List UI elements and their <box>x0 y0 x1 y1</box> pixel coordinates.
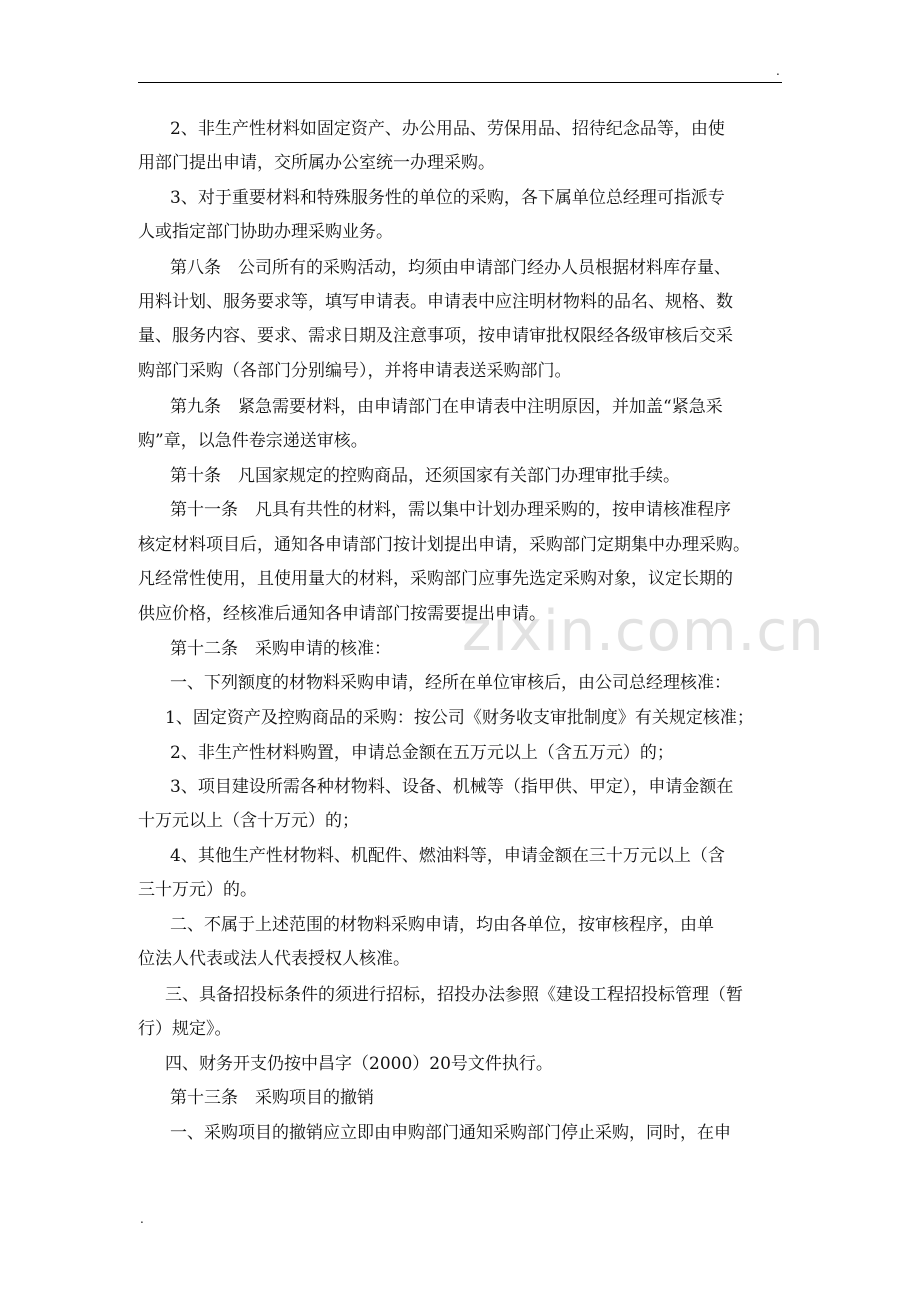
text-line: 核定材料项目后，通知各申请部门按计划提出申请，采购部门定期集中办理采购。 <box>138 535 750 555</box>
header-rule <box>138 82 782 83</box>
text-line: 第十三条 采购项目的撤销 <box>170 1088 374 1108</box>
text-line: 十万元以上（含十万元）的； <box>138 811 359 831</box>
text-line: 第八条 公司所有的采购活动，均须由申请部门经办人员根据材料库存量、 <box>170 258 731 278</box>
text-line: 用料计划、服务要求等，填写申请表。申请表中应注明材物料的品名、规格、数 <box>138 292 733 312</box>
text-line: 购部门采购（各部门分别编号），并将申请表送采购部门。 <box>138 361 572 381</box>
text-line: 人或指定部门协助办理采购业务。 <box>138 222 393 242</box>
text-line: 1、固定资产及控购商品的采购：按公司《财务收支审批制度》有关规定核准； <box>165 708 754 728</box>
text-line: 3、项目建设所需各种材物料、设备、机械等（指甲供、甲定），申请金额在 <box>170 777 734 797</box>
text-line: 位法人代表或法人代表授权人核准。 <box>138 949 410 969</box>
text-line: 四、财务开支仍按中昌字（2000）20号文件执行。 <box>165 1054 553 1074</box>
text-line: 量、服务内容、要求、需求日期及注意事项，按申请审批权限经各级审核后交采 <box>138 326 733 346</box>
text-line: 2、非生产性材料如固定资产、办公用品、劳保用品、招待纪念品等，由使 <box>170 119 725 139</box>
watermark: zixin.com.cn <box>462 599 825 664</box>
text-line: 一、下列额度的材物料采购申请，经所在单位审核后，由公司总经理核准： <box>170 673 731 693</box>
text-line: 第十一条 凡具有共性的材料，需以集中计划办理采购的，按申请核准程序 <box>170 500 731 520</box>
text-line: 凡经常性使用，且使用量大的材料，采购部门应事先选定采购对象，议定长期的 <box>138 569 733 589</box>
text-line: 2、非生产性材料购置，申请总金额在五万元以上（含五万元）的； <box>170 743 674 763</box>
text-line: 一、采购项目的撤销应立即由申购部门通知采购部门停止采购，同时，在申 <box>170 1123 731 1143</box>
text-line: 购”章，以急件卷宗递送审核。 <box>138 431 368 451</box>
text-line: 三、具备招投标条件的须进行招标，招投办法参照《建设工程招投标管理（暂 <box>165 985 743 1005</box>
text-line: 第十条 凡国家规定的控购商品，还须国家有关部门办理审批手续。 <box>170 466 680 486</box>
text-line: 三十万元）的。 <box>138 880 257 900</box>
text-line: 二、不属于上述范围的材物料采购申请，均由各单位，按审核程序，由单 <box>170 915 714 935</box>
text-line: 4、其他生产性材物料、机配件、燃油料等，申请金额在三十万元以上（含 <box>170 846 725 866</box>
header-mark: . <box>776 64 780 78</box>
text-line: 3、对于重要材料和特殊服务性的单位的采购，各下属单位总经理可指派专 <box>170 188 725 208</box>
text-line: 行）规定》。 <box>138 1019 232 1039</box>
text-line: 供应价格，经核准后通知各申请部门按需要提出申请。 <box>138 604 546 624</box>
text-line: 第九条 紧急需要材料，由申请部门在申请表中注明原因，并加盖“紧急采 <box>170 397 723 417</box>
footer-mark: . <box>140 1212 144 1226</box>
text-line: 用部门提出申请，交所属办公室统一办理采购。 <box>138 153 495 173</box>
text-line: 第十二条 采购申请的核准： <box>170 639 391 659</box>
